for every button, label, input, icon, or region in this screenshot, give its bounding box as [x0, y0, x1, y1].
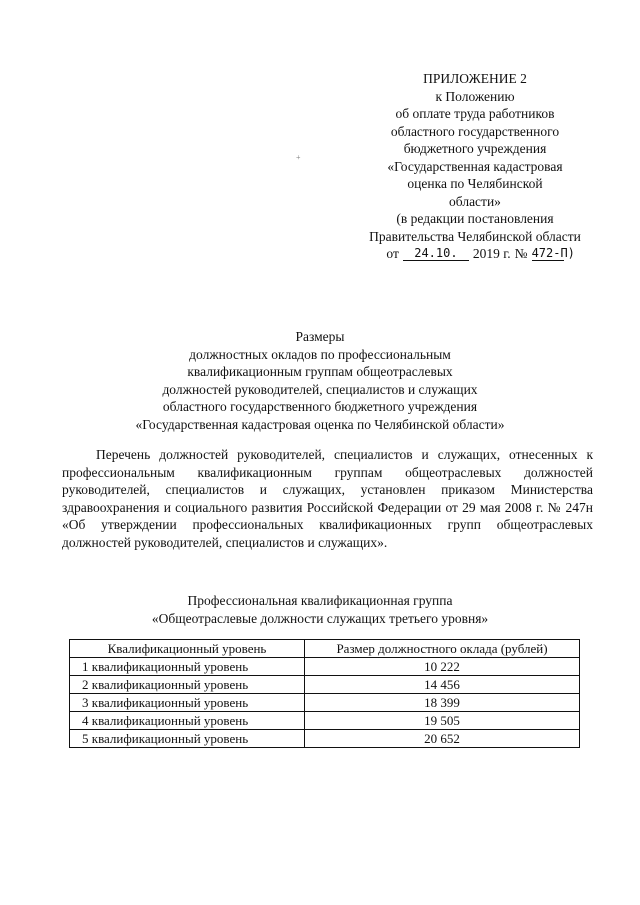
title-line: «Государственная кадастровая оценка по Челябинской области» [135, 416, 505, 432]
appendix-line: Правительства Челябинской области [369, 228, 581, 244]
table-row [70, 676, 580, 694]
appendix-line: ПРИЛОЖЕНИЕ 2 [423, 71, 527, 86]
salary-cell: 14 456 [305, 676, 580, 694]
group-title [60, 592, 580, 627]
table-row [70, 694, 580, 712]
appendix-line: бюджетного учреждения [403, 141, 547, 156]
column-header-salary: Размер должностного оклада (рублей) [305, 640, 580, 658]
level-cell: 2 квалификационный уровень [70, 676, 305, 694]
document-title [60, 328, 580, 433]
level-cell: 5 квалификационный уровень [70, 730, 305, 748]
date-prefix: от [386, 246, 399, 261]
column-header-level: Квалификационный уровень [70, 640, 305, 658]
scan-mark: + [296, 153, 301, 162]
title-line: должностей руководителей, специалистов и служащих [162, 381, 478, 397]
number-sign: № [514, 246, 528, 261]
salary-cell: 19 505 [305, 712, 580, 730]
appendix-line: (в редакции постановления [396, 211, 554, 226]
title-line: Размеры [295, 329, 345, 344]
body-paragraph: Перечень должностей руководителей, специалистов и служащих, отнесенных к профессиональным квалификационным группам общеотраслевых должностей руководителей, специалистов и служащих, установлен приказом Министерства здравоохранения и социального развития Российской Федерации от 29 мая 2008 г. № 247н «Об утверждении профессиональных квалификационных групп общеотраслевых должностей руководителей, специалистов и служащих». [62, 447, 593, 550]
level-cell: 3 квалификационный уровень [70, 694, 305, 712]
table-row [70, 712, 580, 730]
salary-table [69, 639, 580, 748]
group-title-line: «Общеотраслевые должности служащих третьего уровня» [151, 610, 489, 626]
salary-cell: 20 652 [305, 730, 580, 748]
appendix-line: к Положению [435, 88, 515, 104]
table-row [70, 730, 580, 748]
level-cell: 1 квалификационный уровень [70, 658, 305, 676]
title-line: квалификационным группам общеотраслевых [187, 364, 453, 379]
number-value: 472-П) [531, 245, 575, 260]
appendix-date-line [350, 245, 600, 263]
table-header-row [70, 640, 580, 658]
level-cell: 4 квалификационный уровень [70, 712, 305, 730]
salary-cell: 10 222 [305, 658, 580, 676]
appendix-line: «Государственная кадастровая [387, 158, 563, 174]
appendix-line: областного государственного [390, 123, 560, 139]
salary-cell: 18 399 [305, 694, 580, 712]
title-line: областного государственного бюджетного учреждения [162, 399, 478, 414]
year-text: 2019 г. [472, 246, 511, 261]
appendix-line: области» [449, 193, 501, 209]
appendix-line: об оплате труда работников [395, 106, 555, 121]
group-title-line: Профессиональная квалификационная группа [187, 593, 453, 608]
appendix-header [350, 70, 600, 263]
table-row [70, 658, 580, 676]
title-line: должностных окладов по профессиональным [189, 346, 451, 362]
date-value: 24.10. [403, 246, 469, 261]
appendix-line: оценка по Челябинской [407, 176, 543, 191]
